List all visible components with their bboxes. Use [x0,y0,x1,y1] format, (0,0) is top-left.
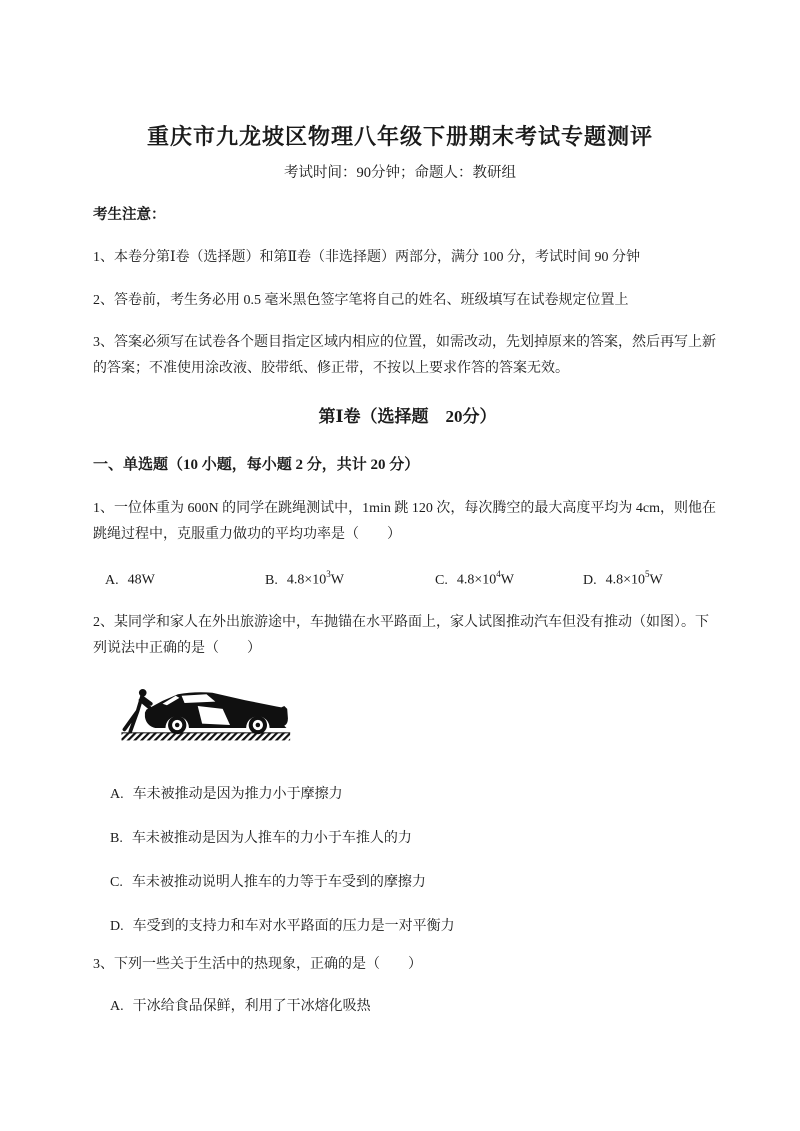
option-label: C. [435,572,448,588]
question-2-text-line-1: 2、某同学和家人在外出旅游途中，车抛锚在水平路面上，家人试图推动汽车但没有推动（如图）。下 [93,614,709,630]
question-1-option-b [265,562,435,594]
notice-item-2: 2、答卷前，考生务必用 0.5 毫米黑色签字笔将自己的姓名、班级填写在试卷规定位置上 [93,293,629,308]
option-label: B. [110,830,123,846]
question-1-option-a [105,562,265,594]
option-label: C. [110,874,123,890]
option-text: 车未被推动是因为人推车的力小于车推人的力 [131,830,412,846]
question-1-option-c [435,562,583,594]
person-pushing-car-icon [120,686,296,745]
option-label: D. [110,918,124,934]
question-2-option-b [93,826,722,852]
option-label: B. [265,572,278,588]
option-value: 4.8×10 [456,572,497,588]
notice-item-1: 1、本卷分第Ⅰ卷（选择题）和第Ⅱ卷（非选择题）两部分，满分 100 分，考试时间 90 分钟 [93,250,641,265]
option-value: 4.8×10 [286,572,327,588]
option-exponent: 4 [496,569,501,579]
document-body [0,202,800,1020]
option-unit: W [330,572,344,588]
option-unit: W [649,572,663,588]
option-label: D. [583,572,597,588]
question-3-text-line-1: 3、下列一些关于生活中的热现象，正确的是（ ） [93,956,422,972]
question-3-option-a [93,994,722,1020]
option-text: 车受到的支持力和车对水平路面的压力是一对平衡力 [132,918,455,934]
subsection-single-choice-title: 一、单选题（10 小题，每小题 2 分，共计 20 分） [93,457,420,473]
question-3 [93,952,722,978]
option-label: A. [110,998,124,1014]
notice-item-3-line-1: 3、答案必须写在试卷各个题目指定区域内相应的位置，如需改动，先划掉原来的答案，然后再写上新 [93,335,716,350]
option-text: 车未被推动说明人推车的力等于车受到的摩擦力 [131,874,426,890]
question-2-figure [120,686,722,745]
question-2-options [93,782,722,940]
exam-meta: 考试时间：90分钟；命题人：教研组 [284,165,516,181]
option-unit: W [500,572,514,588]
question-2-option-a [93,782,722,808]
notice-heading: 考生注意： [93,207,166,223]
option-value: 48W [127,572,155,588]
question-1-text-line-2: 跳绳过程中，克服重力做功的平均功率是（ ） [93,527,401,542]
option-value: 4.8×10 [605,572,646,588]
car-silhouette [145,692,288,734]
option-label: A. [105,572,119,588]
question-2-option-c [93,870,722,896]
question-2 [93,610,722,662]
question-1-options [93,562,722,594]
hatched-ground [121,732,290,740]
section-1-title: 第Ⅰ卷（选择题 20分） [318,407,497,426]
page-title: 重庆市九龙坡区物理八年级下册期末考试专题测评 [146,124,653,149]
option-text: 干冰给食品保鲜，利用了干冰熔化吸热 [132,998,371,1014]
notice-item-3-line-2: 的答案；不准使用涂改液、胶带纸、修正带，不按以上要求作答的答案无效。 [93,361,569,376]
option-label: A. [110,786,124,802]
option-exponent: 3 [326,569,331,579]
question-2-option-d [93,914,722,940]
question-1 [93,496,722,548]
option-text: 车未被推动是因为推力小于摩擦力 [132,786,343,802]
notice-item-3 [93,330,722,382]
question-1-option-d [583,562,663,594]
option-exponent: 5 [645,569,650,579]
question-2-text-line-2: 列说法中正确的是（ ） [93,640,261,656]
question-1-text-line-1: 1、一位体重为 600N 的同学在跳绳测试中，1min 跳 120 次，每次腾空的最大高度平均为 4cm，则他在 [93,501,716,516]
